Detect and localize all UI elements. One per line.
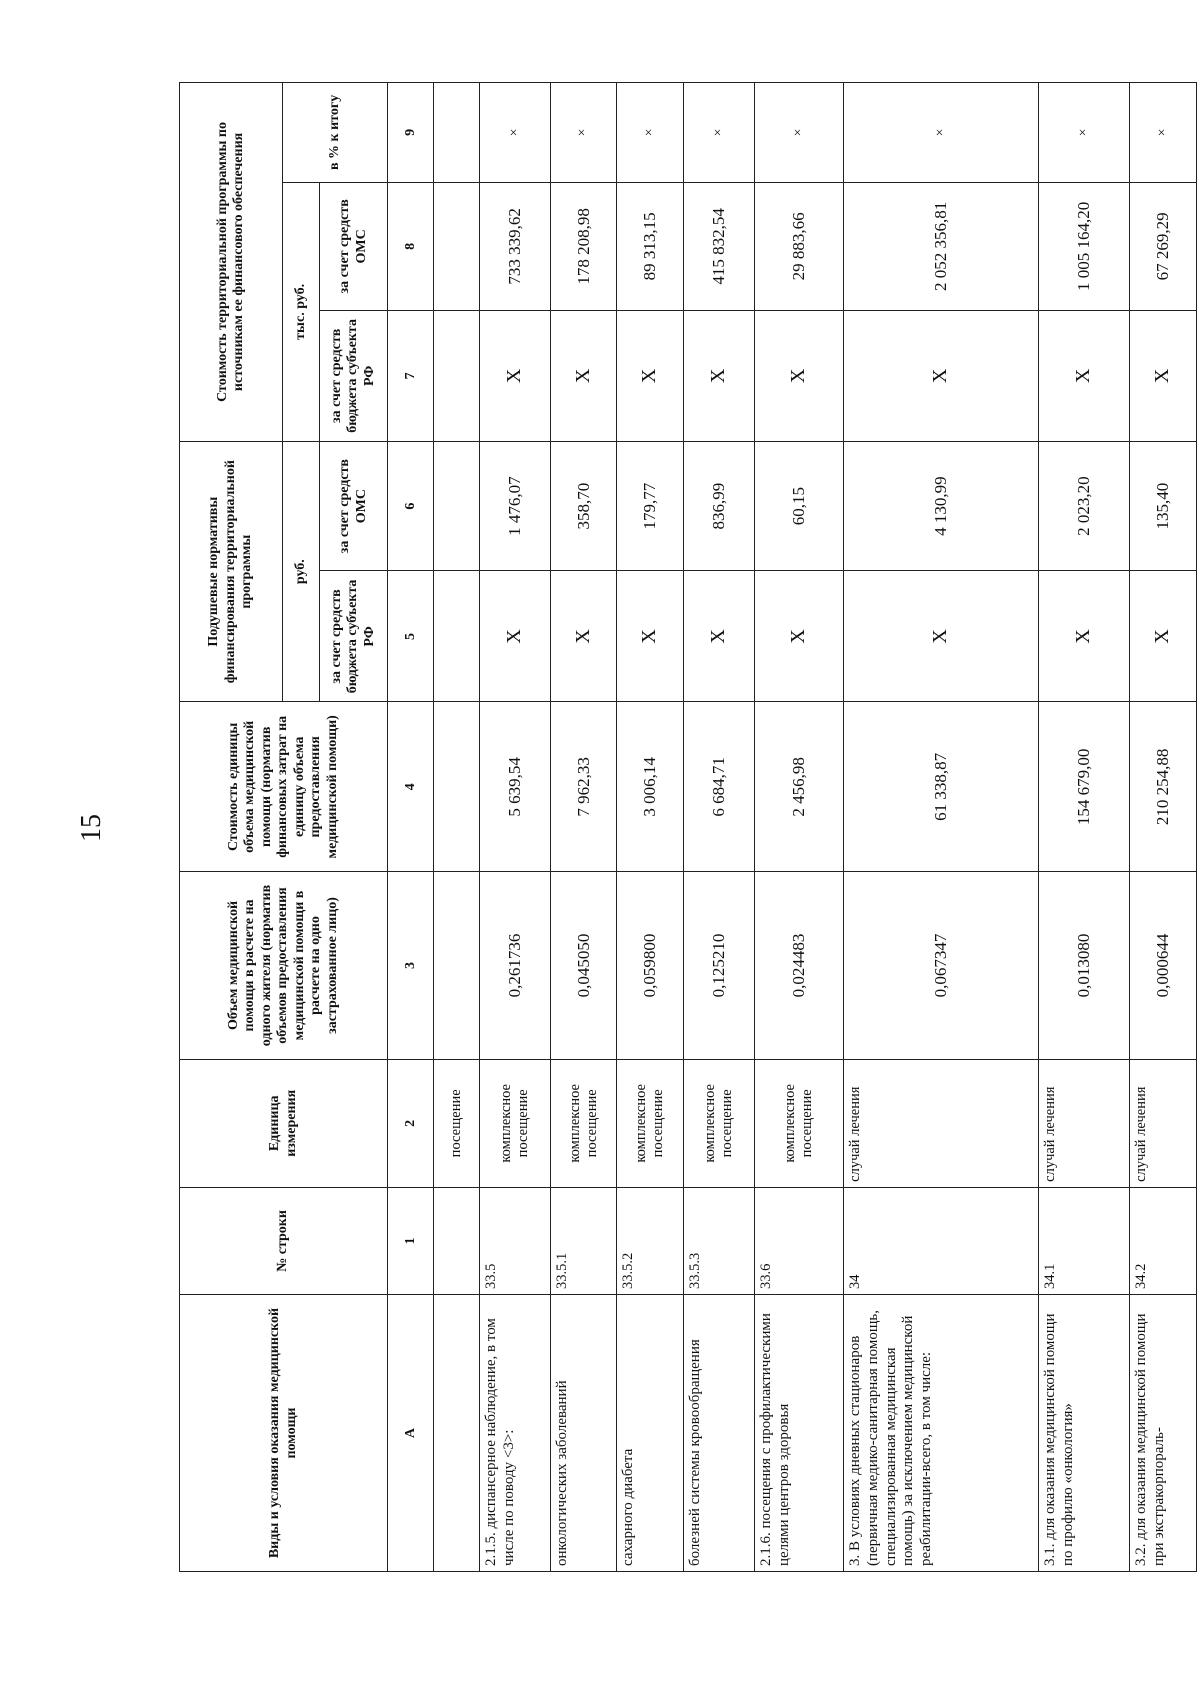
row-c7: Х <box>617 310 683 441</box>
header-oms-8: за счет средств ОМС <box>319 182 388 310</box>
row-c5: Х <box>754 571 843 702</box>
row-cost: 3 006,14 <box>617 702 683 872</box>
header-oms-6: за счет средств ОМС <box>319 441 388 571</box>
header-volume: Объем медицинской помощи в расчете на одного жителя (норматив объемов предоставления медицинской помощи в расчете на одно застрахованное лицо) <box>180 872 388 1060</box>
index-cell: 9 <box>388 83 434 183</box>
index-row <box>388 83 434 1572</box>
row-c6: 358,70 <box>551 441 617 571</box>
row-c6: 836,99 <box>683 441 754 571</box>
index-cell: А <box>388 1295 434 1572</box>
row-number <box>434 1187 480 1294</box>
row-volume: 0,013080 <box>1038 872 1130 1060</box>
row-c9: × <box>617 83 683 183</box>
header-unit-cost: Стоимость единицы объема медицинской помощи (норматив финансовых затрат на единицу объема предоставления медицинской помощи) <box>180 702 388 872</box>
row-cost: 154 679,00 <box>1038 702 1130 872</box>
row-c8: 1 005 164,20 <box>1038 182 1130 310</box>
row-name: 3.1. для оказания медицинской помощи по профилю «онкология» <box>1038 1295 1130 1572</box>
row-c8: 29 883,66 <box>754 182 843 310</box>
row-name: болезней системы кровообращения <box>683 1295 754 1572</box>
table-row <box>551 83 617 1572</box>
row-volume: 0,045050 <box>551 872 617 1060</box>
page-number: 15 <box>76 814 107 842</box>
row-c6: 60,15 <box>754 441 843 571</box>
index-cell: 1 <box>388 1187 434 1294</box>
index-cell: 6 <box>388 441 434 571</box>
row-c9: × <box>683 83 754 183</box>
header-row-no: № строки <box>180 1187 388 1294</box>
row-volume: 0,024483 <box>754 872 843 1060</box>
index-cell: 2 <box>388 1059 434 1187</box>
row-c9: × <box>844 83 1039 183</box>
row-c7: Х <box>844 310 1039 441</box>
row-number: 34 <box>844 1187 1039 1294</box>
header-per-capita-norms: Подушевые нормативы финансирования территориальной программы <box>180 441 283 702</box>
row-cost: 7 962,33 <box>551 702 617 872</box>
row-volume: 0,261736 <box>480 872 551 1060</box>
row-c5: Х <box>617 571 683 702</box>
row-volume: 0,067347 <box>844 872 1039 1060</box>
table-row <box>1038 83 1130 1572</box>
row-c9: × <box>1130 83 1197 183</box>
row-name: 3.2. для оказания медицинской помощи при экстракорпораль- <box>1130 1295 1197 1572</box>
row-cost: 210 254,88 <box>1130 702 1197 872</box>
row-volume: 0,125210 <box>683 872 754 1060</box>
row-c7: Х <box>480 310 551 441</box>
row-unit: посещение <box>434 1059 480 1187</box>
row-c8 <box>434 182 480 310</box>
row-c5: Х <box>844 571 1039 702</box>
header-budget-5: за счет средств бюджета субъекта РФ <box>319 571 388 702</box>
row-name: онкологических заболеваний <box>551 1295 617 1572</box>
row-c7: Х <box>754 310 843 441</box>
row-cost <box>434 702 480 872</box>
row-c6: 2 023,20 <box>1038 441 1130 571</box>
row-c9: × <box>551 83 617 183</box>
row-c6: 1 476,07 <box>480 441 551 571</box>
index-cell: 4 <box>388 702 434 872</box>
row-c7: Х <box>1038 310 1130 441</box>
row-c5 <box>434 571 480 702</box>
row-unit: комплексное посещение <box>480 1059 551 1187</box>
row-number: 33.5 <box>480 1187 551 1294</box>
row-number: 33.5.2 <box>617 1187 683 1294</box>
row-name: 3. В условиях дневных стационаров (первичная медико-санитарная помощь, специализированная медицинская помощь) за исключением медицинской реабилитации-всего, в том числе: <box>844 1295 1039 1572</box>
table-rotated-wrapper <box>179 82 1197 1572</box>
row-name: 2.1.5. диспансерное наблюдение, в том числе по поводу <3>: <box>480 1295 551 1572</box>
row-c9 <box>434 83 480 183</box>
row-number: 34.2 <box>1130 1187 1197 1294</box>
row-c8: 2 052 356,81 <box>844 182 1039 310</box>
row-c8: 415 832,54 <box>683 182 754 310</box>
row-c8: 733 339,62 <box>480 182 551 310</box>
row-number: 33.5.3 <box>683 1187 754 1294</box>
row-c6: 4 130,99 <box>844 441 1039 571</box>
index-cell: 8 <box>388 182 434 310</box>
row-c7 <box>434 310 480 441</box>
row-unit: комплексное посещение <box>754 1059 843 1187</box>
row-cost: 61 338,87 <box>844 702 1039 872</box>
row-c6: 179,77 <box>617 441 683 571</box>
index-cell: 3 <box>388 872 434 1060</box>
row-name: сахарного диабета <box>617 1295 683 1572</box>
table-row <box>754 83 843 1572</box>
header-cost-unit: тыс. руб. <box>283 182 320 441</box>
index-cell: 7 <box>388 310 434 441</box>
row-c9: × <box>1038 83 1130 183</box>
row-unit: случай лечения <box>1130 1059 1197 1187</box>
row-unit: комплексное посещение <box>683 1059 754 1187</box>
row-cost: 2 456,98 <box>754 702 843 872</box>
row-c7: Х <box>1130 310 1197 441</box>
row-volume: 0,000644 <box>1130 872 1197 1060</box>
row-c8: 67 269,29 <box>1130 182 1197 310</box>
row-c9: × <box>754 83 843 183</box>
row-c5: Х <box>480 571 551 702</box>
header-budget-7: за счет средств бюджета субъекта РФ <box>319 310 388 441</box>
row-c9: × <box>480 83 551 183</box>
table-row <box>617 83 683 1572</box>
table-row <box>683 83 754 1572</box>
row-volume: 0,059800 <box>617 872 683 1060</box>
header-name: Виды и условия оказания медицинской помощи <box>180 1295 388 1572</box>
row-unit: комплексное посещение <box>617 1059 683 1187</box>
row-c6: 135,40 <box>1130 441 1197 571</box>
row-name: 2.1.6. посещения с профилактическими целями центров здоровья <box>754 1295 843 1572</box>
row-c6 <box>434 441 480 571</box>
row-c7: Х <box>683 310 754 441</box>
row-unit: случай лечения <box>844 1059 1039 1187</box>
row-c5: Х <box>1130 571 1197 702</box>
table-row <box>434 83 480 1572</box>
header-program-cost: Стоимость территориальной программы по источникам ее финансового обеспечения <box>180 83 283 442</box>
row-c7: Х <box>551 310 617 441</box>
row-unit: случай лечения <box>1038 1059 1130 1187</box>
row-c5: Х <box>1038 571 1130 702</box>
row-number: 34.1 <box>1038 1187 1130 1294</box>
row-unit: комплексное посещение <box>551 1059 617 1187</box>
row-c8: 178 208,98 <box>551 182 617 310</box>
row-c5: Х <box>683 571 754 702</box>
row-cost: 5 639,54 <box>480 702 551 872</box>
row-name <box>434 1295 480 1572</box>
row-number: 33.5.1 <box>551 1187 617 1294</box>
row-volume <box>434 872 480 1060</box>
table-row <box>844 83 1039 1572</box>
row-number: 33.6 <box>754 1187 843 1294</box>
index-cell: 5 <box>388 571 434 702</box>
financing-table <box>179 82 1197 1572</box>
row-cost: 6 684,71 <box>683 702 754 872</box>
header-percent: в % к итогу <box>283 83 388 183</box>
table-row <box>1130 83 1197 1572</box>
header-norms-unit: руб. <box>283 441 320 702</box>
header-unit: Единица измерения <box>180 1059 388 1187</box>
table-row <box>480 83 551 1572</box>
row-c8: 89 313,15 <box>617 182 683 310</box>
row-c5: Х <box>551 571 617 702</box>
